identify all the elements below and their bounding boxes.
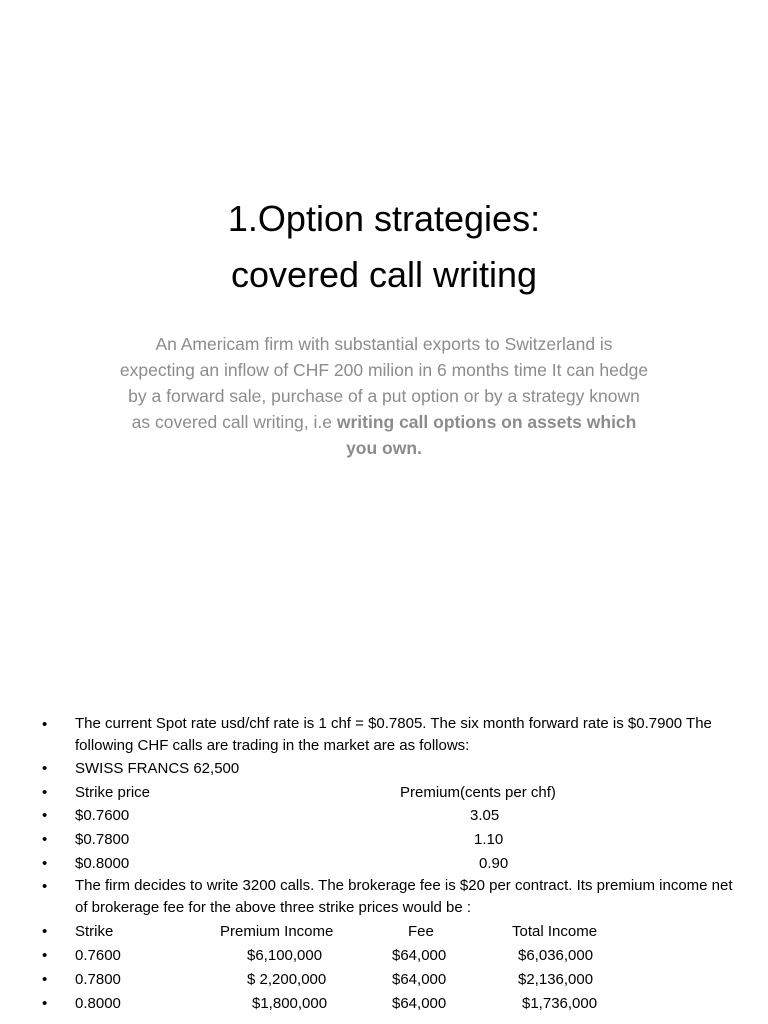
list-item-option (0, 852, 768, 875)
table-cell-fee: $64,000 (392, 971, 447, 988)
table-header-row (0, 920, 768, 943)
bullet: • (42, 784, 48, 801)
bullet: • (42, 971, 48, 988)
table-cell-premium-income: $6,100,000 (247, 947, 323, 964)
table-cell-total-income: $6,036,000 (518, 947, 594, 964)
table-header-total-income: Total Income (512, 923, 598, 940)
table-cell-fee: $64,000 (392, 947, 447, 964)
table-row (0, 968, 768, 991)
table-cell-fee: $64,000 (392, 995, 447, 1012)
bullet: • (42, 923, 48, 940)
subtitle-intro: An Americam firm with substantial exports to Switzerland is expecting an inflow of CHF 200 milion in 6 months time It can hedge by a forward sale, purchase of a put option or by a strategy known as covered call writing, i.e (119, 334, 649, 432)
bullet: • (42, 855, 48, 872)
list-item-option (0, 804, 768, 827)
option-premium: 1.10 (474, 831, 504, 848)
bullet: • (42, 831, 48, 848)
table-cell-premium-income: $1,800,000 (252, 995, 328, 1012)
list-item-decision (0, 875, 768, 921)
table-cell-strike: 0.7600 (75, 947, 121, 964)
subtitle (118, 331, 650, 461)
table-cell-total-income: $2,136,000 (518, 971, 594, 988)
table-cell-strike: 0.7800 (75, 971, 121, 988)
table-row (0, 944, 768, 967)
list-item-intro (0, 713, 768, 759)
option-strike: $0.8000 (75, 855, 130, 872)
bullet: • (42, 760, 48, 777)
option-strike: $0.7600 (75, 807, 130, 824)
table-cell-total-income: $1,736,000 (522, 995, 598, 1012)
subtitle-bold: writing call options on assets which you own. (336, 412, 637, 458)
option-premium: 0.90 (479, 855, 509, 872)
list-item-header (0, 781, 768, 804)
page-title-line-1: 1.Option strategies: (227, 198, 541, 239)
option-strike: $0.7800 (75, 831, 130, 848)
intro-text: The current Spot rate usd/chf rate is 1 chf = $0.7805. The six month forward rate is $0.7900 The following CHF calls are trading in the market are as follows: (75, 715, 712, 754)
option-premium: 3.05 (470, 807, 500, 824)
premium-header: Premium(cents per chf) (400, 784, 556, 801)
slide-content (0, 706, 768, 1024)
contract-size: SWISS FRANCS 62,500 (75, 760, 240, 777)
decision-text: The firm decides to write 3200 calls. The brokerage fee is $20 per contract. Its premium income net of brokerage fee for the above three strike prices would be : (75, 877, 733, 916)
table-header-strike: Strike (75, 923, 114, 940)
bullet: • (42, 878, 48, 895)
list-item-option (0, 828, 768, 851)
table-row (0, 992, 768, 1015)
bullet: • (42, 947, 48, 964)
strike-header: Strike price (75, 784, 151, 801)
table-header-premium-income: Premium Income (220, 923, 334, 940)
list-item-contract-size (0, 757, 768, 780)
table-cell-strike: 0.8000 (75, 995, 121, 1012)
bullet: • (42, 807, 48, 824)
bullet: • (42, 716, 48, 733)
table-cell-premium-income: $ 2,200,000 (247, 971, 327, 988)
table-header-fee: Fee (408, 923, 434, 940)
bullet: • (42, 995, 48, 1012)
page-title-line-2: covered call writing (230, 254, 538, 295)
